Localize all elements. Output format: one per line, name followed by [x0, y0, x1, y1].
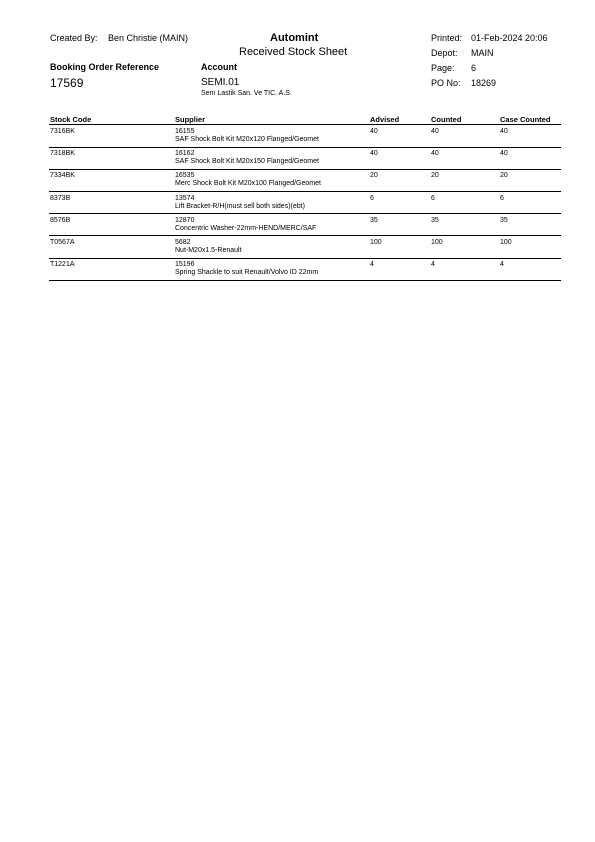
row-case-counted: 6 — [500, 194, 504, 202]
row-counted: 6 — [431, 194, 435, 202]
row-case-counted: 4 — [500, 261, 504, 269]
header-divider — [49, 124, 561, 125]
row-supplier-code: 16535 — [175, 172, 195, 180]
row-description: Merc Shock Bolt Kit M20x100 Flanged/Geomet — [175, 180, 321, 188]
row-stock-code: 8576B — [50, 216, 71, 224]
row-case-counted: 40 — [500, 150, 508, 158]
row-stock-code: 7316BK — [50, 128, 75, 135]
depot-label: Depot: — [431, 48, 458, 58]
row-counted: 35 — [431, 216, 439, 224]
page-label: Page: — [431, 63, 455, 73]
column-header-supplier: Supplier — [175, 115, 206, 124]
row-advised: 4 — [370, 261, 374, 269]
row-stock-code: 8373B — [50, 194, 71, 202]
row-advised: 20 — [370, 172, 378, 180]
row-case-counted: 40 — [500, 128, 508, 135]
created-by-label: Created By: — [50, 33, 98, 43]
printed-value: 01-Feb-2024 20:06 — [471, 33, 548, 43]
row-divider — [49, 258, 561, 259]
row-description: Concentric Washer-22mm-HEND/MERC/SAF — [175, 224, 317, 232]
row-counted: 100 — [431, 239, 443, 246]
company-name: Automint — [270, 32, 319, 44]
created-by-value: Ben Christie (MAIN) — [108, 33, 189, 43]
row-divider — [49, 280, 561, 281]
row-case-counted: 35 — [500, 216, 508, 224]
row-description: Nut-M20x1.5-Renault — [175, 247, 242, 254]
column-header-stock-code: Stock Code — [50, 115, 92, 124]
row-stock-code: T0567A — [50, 239, 75, 246]
page-number: 6 — [471, 63, 477, 73]
po-number: 18269 — [471, 78, 497, 88]
row-description: SAF Shock Bolt Kit M20x120 Flanged/Geomet — [175, 136, 319, 143]
account-label: Account — [201, 62, 237, 72]
row-divider — [49, 191, 561, 192]
row-supplier-code: 16162 — [175, 150, 195, 158]
row-counted: 40 — [431, 150, 439, 158]
row-supplier-code: 16155 — [175, 128, 195, 135]
row-supplier-code: 12870 — [175, 216, 195, 224]
row-supplier-code: 15196 — [175, 261, 195, 269]
booking-order-reference: 17569 — [50, 76, 84, 90]
row-divider — [49, 235, 561, 236]
row-divider — [49, 147, 561, 148]
row-counted: 4 — [431, 261, 435, 269]
row-supplier-code: 5682 — [175, 239, 191, 246]
row-divider — [49, 213, 561, 214]
row-counted: 20 — [431, 172, 439, 180]
po-label: PO No: — [431, 78, 461, 88]
row-divider — [49, 169, 561, 170]
row-counted: 40 — [431, 128, 439, 135]
row-supplier-code: 13574 — [175, 194, 195, 202]
row-case-counted: 100 — [500, 239, 512, 246]
row-advised: 35 — [370, 216, 378, 224]
column-header-case-counted: Case Counted — [500, 115, 551, 124]
row-stock-code: 7318BK — [50, 150, 75, 158]
row-advised: 6 — [370, 194, 374, 202]
account-name: Sem Lastik San. Ve TIC. A.S. — [201, 90, 292, 97]
row-advised: 40 — [370, 128, 378, 135]
row-description: Spring Shackle to suit Renault/Volvo ID 22mm — [175, 269, 319, 277]
account-code: SEMI.01 — [201, 77, 240, 88]
row-description: SAF Shock Bolt Kit M20x150 Flanged/Geomet — [175, 158, 319, 166]
row-stock-code: T1221A — [50, 261, 75, 269]
column-header-advised: Advised — [370, 115, 400, 124]
column-header-counted: Counted — [431, 115, 462, 124]
printed-label: Printed: — [431, 33, 463, 43]
row-advised: 40 — [370, 150, 378, 158]
document-title: Received Stock Sheet — [239, 46, 348, 58]
row-description: Lift Bracket-R/H(must sell both sides)(ebt) — [175, 202, 305, 210]
booking-order-label: Booking Order Reference — [50, 62, 160, 72]
row-advised: 100 — [370, 239, 382, 246]
depot-value: MAIN — [471, 48, 494, 58]
row-case-counted: 20 — [500, 172, 508, 180]
row-stock-code: 7334BK — [50, 172, 75, 180]
